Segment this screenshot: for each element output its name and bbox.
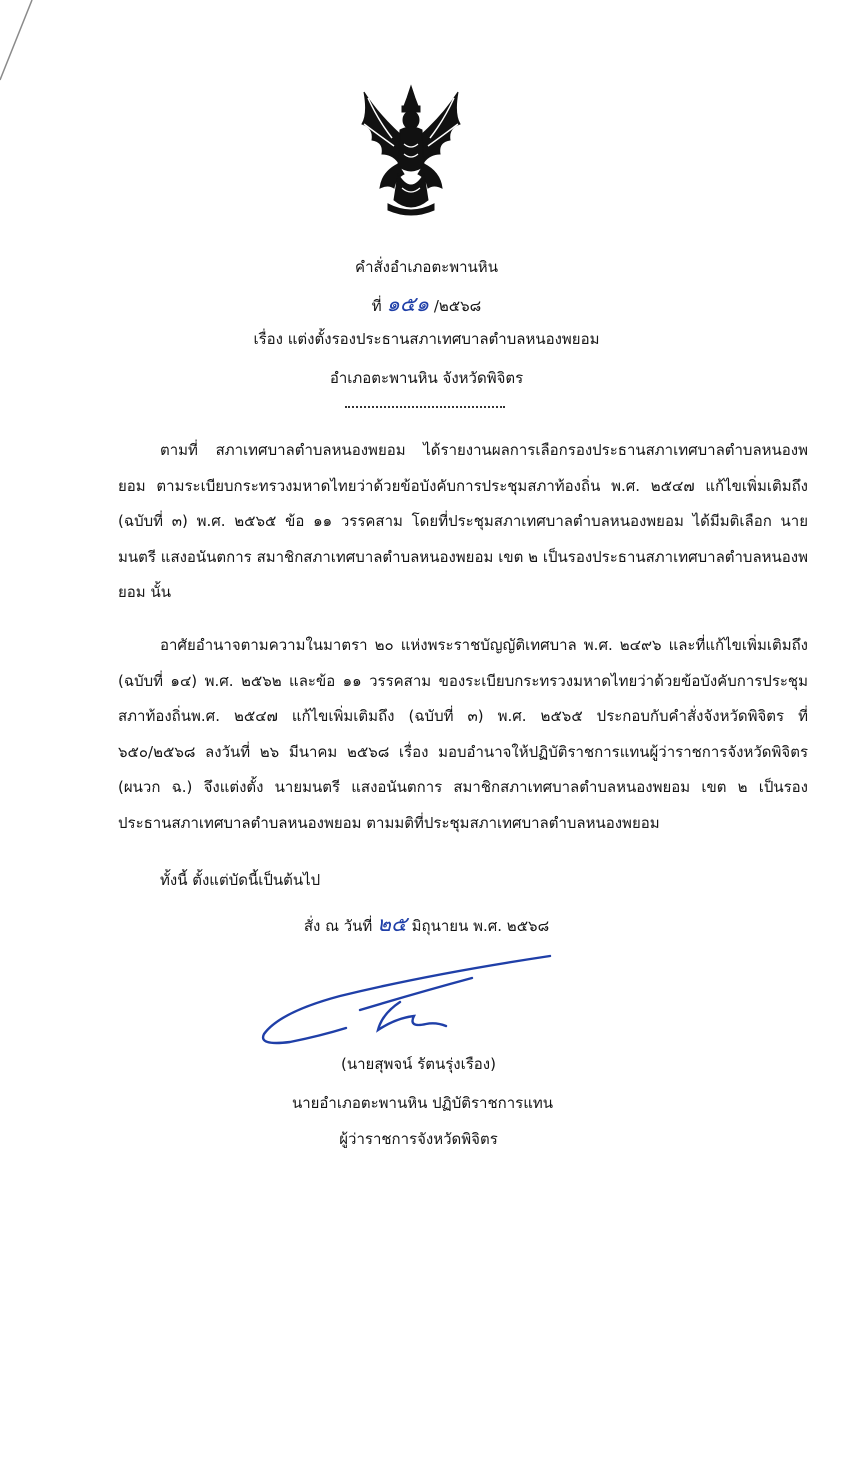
divider-dotted: [345, 406, 505, 408]
paragraph-2: [118, 628, 808, 841]
subject-line-2: อำเภอตะพานหิน จังหวัดพิจิตร: [329, 369, 524, 387]
order-number-suffix: /๒๕๖๘: [433, 297, 482, 315]
signer-position: นายอำเภอตะพานหิน ปฏิบัติราชการแทน: [291, 1094, 554, 1112]
page-edge-line: [0, 0, 60, 90]
garuda-emblem-icon: [358, 84, 464, 216]
order-number-handwritten: ๑๕๑: [386, 292, 430, 316]
signer-role: ผู้ว่าราชการจังหวัดพิจิตร: [339, 1130, 498, 1148]
order-number: [0, 288, 853, 321]
date-suffix: มิถุนายน พ.ศ. ๒๕๖๘: [411, 917, 550, 935]
subject-line-1: เรื่อง แต่งตั้งรองประธานสภาเทศบาลตำบลหนองพยอม: [253, 330, 600, 348]
order-title: คำสั่งอำเภอตะพานหิน: [355, 258, 498, 276]
paragraph-2-text: อาศัยอำนาจตามความในมาตรา ๒๐ แห่งพระราชบัญญัติเทศบาล พ.ศ. ๒๔๙๖ และที่แก้ไขเพิ่มเติมถึง (ฉบับที่ ๑๔) พ.ศ. ๒๕๖๒ และข้อ ๑๑ วรรคสาม ของระเบียบกระทรวงมหาดไทยว่าด้วยข้อบังคับการประชุมสภาท้องถิ่นพ.ศ. ๒๕๔๗ แก้ไขเพิ่มเติมถึง (ฉบับที่ ๓) พ.ศ. ๒๕๖๕ ประกอบกับคำสั่งจังหวัดพิจิตร ที่ ๖๕๐/๒๕๖๘ ลงวันที่ ๒๖ มีนาคม ๒๕๖๘ เรื่อง มอบอำนาจให้ปฏิบัติราชการแทนผู้ว่าราชการจังหวัดพิจิตร (ผนวก ฉ.) จึงแต่งตั้ง นายมนตรี แสงอนันตการ สมาชิกสภาเทศบาลตำบลหนองพยอม เขต ๒ เป็นรองประธานสภาเทศบาลตำบลหนองพยอม ตามมติที่ประชุมสภาเทศบาลตำบลหนองพยอม: [118, 636, 808, 832]
date-prefix: สั่ง ณ วันที่: [303, 917, 373, 935]
date-day-handwritten: ๒๕: [377, 912, 407, 936]
order-number-prefix: ที่: [371, 297, 382, 315]
order-date: [0, 908, 853, 941]
signer-name: (นายสุพจน์ รัตนรุ่งเรือง): [341, 1055, 496, 1073]
handwritten-signature: [250, 948, 560, 1053]
paragraph-1-text: ตามที่ สภาเทศบาลตำบลหนองพยอม ได้รายงานผลการเลือกรองประธานสภาเทศบาลตำบลหนองพยอม ตามระเบียบกระทรวงมหาดไทยว่าด้วยข้อบังคับการประชุมสภาท้องถิ่น พ.ศ. ๒๕๔๗ แก้ไขเพิ่มเติมถึง (ฉบับที่ ๓) พ.ศ. ๒๕๖๕ ข้อ ๑๑ วรรคสาม โดยที่ประชุมสภาเทศบาลตำบลหนองพยอม ได้มีมติเลือก นายมนตรี แสงอนันตการ สมาชิกสภาเทศบาลตำบลหนองพยอม เขต ๒ เป็นรองประธานสภาเทศบาลตำบลหนองพยอม นั้น: [118, 441, 808, 601]
effective-statement: ทั้งนี้ ตั้งแต่บัดนี้เป็นต้นไป: [160, 871, 321, 889]
paragraph-1: [118, 433, 808, 611]
